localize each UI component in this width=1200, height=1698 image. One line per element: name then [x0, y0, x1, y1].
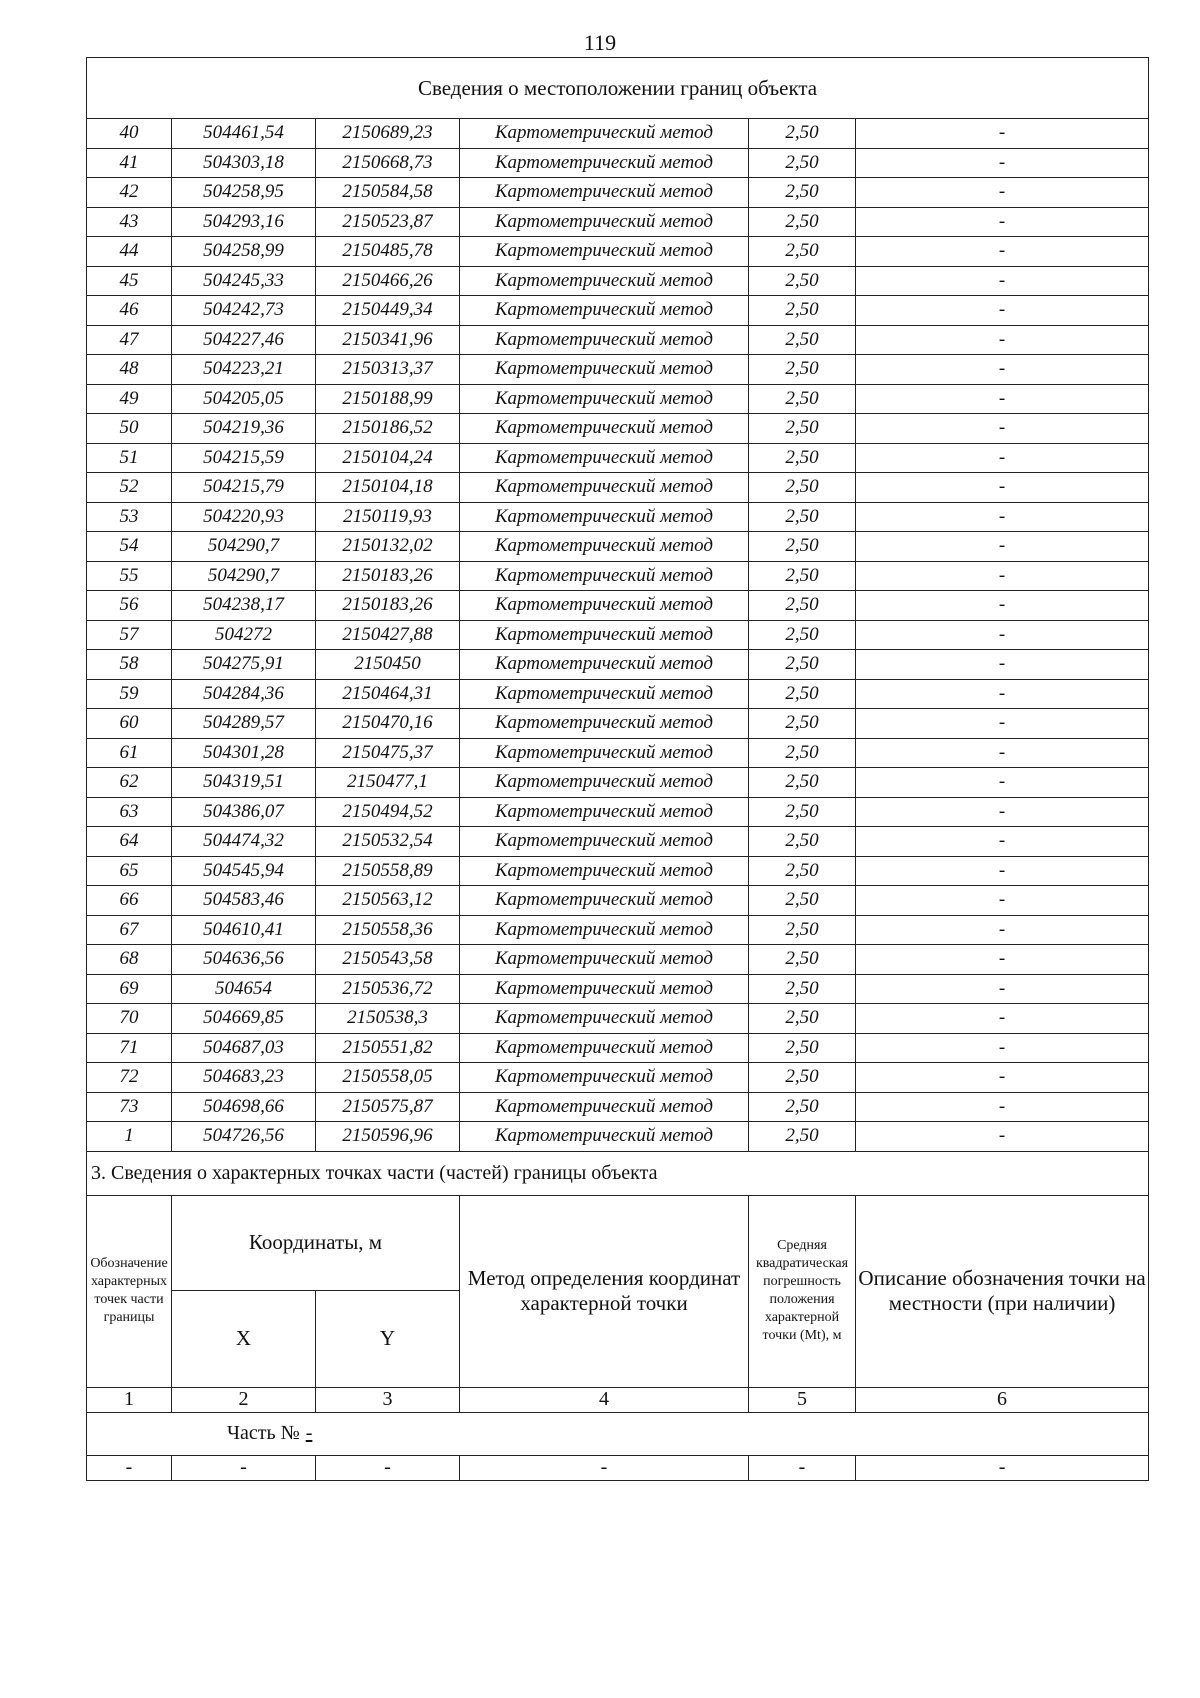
cell-method: Картометрический метод [460, 1033, 749, 1063]
cell-description: - [856, 266, 1149, 296]
cell-point-number: 54 [87, 532, 172, 562]
cell-coord-y: 2150543,58 [316, 945, 460, 975]
cell-description: - [856, 738, 1149, 768]
cell-error-mt: 2,50 [749, 561, 856, 591]
cell-point-number: 55 [87, 561, 172, 591]
cell-coord-x: 504272 [172, 620, 316, 650]
cell-error-mt: 2,50 [749, 266, 856, 296]
cell-error-mt: 2,50 [749, 620, 856, 650]
cell-method: Картометрический метод [460, 974, 749, 1004]
cell-coord-x: 504275,91 [172, 650, 316, 680]
cell-coord-x: 504610,41 [172, 915, 316, 945]
table-row [87, 119, 1149, 149]
cell-error-mt: 2,50 [749, 325, 856, 355]
cell-method: Картометрический метод [460, 1004, 749, 1034]
cell-method: Картометрический метод [460, 119, 749, 149]
table-row [87, 915, 1149, 945]
table-row [87, 207, 1149, 237]
cell-point-number: 43 [87, 207, 172, 237]
cell-coord-y: 2150558,36 [316, 915, 460, 945]
empty-cell: - [172, 1455, 316, 1480]
cell-point-number: 73 [87, 1092, 172, 1122]
cell-point-number: 1 [87, 1122, 172, 1152]
cell-point-number: 63 [87, 797, 172, 827]
cell-coord-y: 2150538,3 [316, 1004, 460, 1034]
section-title: 3. Сведения о характерных точках части (частей) границы объекта [87, 1151, 1149, 1195]
cell-description: - [856, 768, 1149, 798]
cell-coord-x: 504238,17 [172, 591, 316, 621]
cell-coord-y: 2150183,26 [316, 591, 460, 621]
cell-error-mt: 2,50 [749, 945, 856, 975]
cell-coord-y: 2150485,78 [316, 237, 460, 267]
table-row [87, 709, 1149, 739]
table-row [87, 148, 1149, 178]
cell-coord-y: 2150532,54 [316, 827, 460, 857]
cell-coord-y: 2150596,96 [316, 1122, 460, 1152]
cell-description: - [856, 886, 1149, 916]
page-number: 119 [583, 30, 617, 55]
table-row [87, 591, 1149, 621]
table-title-row [87, 58, 1149, 119]
cell-description: - [856, 473, 1149, 503]
cell-point-number: 48 [87, 355, 172, 385]
cell-coord-x: 504683,23 [172, 1063, 316, 1093]
cell-point-number: 71 [87, 1033, 172, 1063]
cell-error-mt: 2,50 [749, 738, 856, 768]
col-num: 2 [172, 1387, 316, 1412]
cell-coord-x: 504386,07 [172, 797, 316, 827]
cell-method: Картометрический метод [460, 915, 749, 945]
cell-description: - [856, 620, 1149, 650]
table-row [87, 443, 1149, 473]
cell-method: Картометрический метод [460, 650, 749, 680]
cell-coord-x: 504545,94 [172, 856, 316, 886]
header-point: Обозначение характерных точек части границы [87, 1195, 172, 1387]
cell-error-mt: 2,50 [749, 650, 856, 680]
cell-coord-x: 504215,59 [172, 443, 316, 473]
cell-coord-y: 2150186,52 [316, 414, 460, 444]
cell-coord-x: 504227,46 [172, 325, 316, 355]
part-label: Часть № [227, 1422, 300, 1444]
cell-description: - [856, 1033, 1149, 1063]
cell-method: Картометрический метод [460, 856, 749, 886]
cell-coord-x: 504258,99 [172, 237, 316, 267]
cell-method: Картометрический метод [460, 797, 749, 827]
empty-cell: - [749, 1455, 856, 1480]
cell-point-number: 46 [87, 296, 172, 326]
cell-coord-y: 2150450 [316, 650, 460, 680]
cell-method: Картометрический метод [460, 473, 749, 503]
cell-coord-y: 2150313,37 [316, 355, 460, 385]
cell-coord-y: 2150689,23 [316, 119, 460, 149]
cell-coord-y: 2150464,31 [316, 679, 460, 709]
table-row [87, 237, 1149, 267]
cell-description: - [856, 1063, 1149, 1093]
cell-coord-x: 504205,05 [172, 384, 316, 414]
cell-point-number: 40 [87, 119, 172, 149]
cell-method: Картометрический метод [460, 237, 749, 267]
table-row [87, 414, 1149, 444]
cell-coord-x: 504219,36 [172, 414, 316, 444]
cell-error-mt: 2,50 [749, 473, 856, 503]
cell-error-mt: 2,50 [749, 384, 856, 414]
cell-method: Картометрический метод [460, 768, 749, 798]
header-row-1 [87, 1195, 1149, 1290]
cell-error-mt: 2,50 [749, 1092, 856, 1122]
table-row [87, 178, 1149, 208]
cell-coord-x: 504258,95 [172, 178, 316, 208]
cell-description: - [856, 856, 1149, 886]
cell-method: Картометрический метод [460, 148, 749, 178]
cell-method: Картометрический метод [460, 561, 749, 591]
cell-coord-y: 2150551,82 [316, 1033, 460, 1063]
cell-error-mt: 2,50 [749, 856, 856, 886]
table-row [87, 561, 1149, 591]
cell-coord-x: 504636,56 [172, 945, 316, 975]
cell-coord-y: 2150536,72 [316, 974, 460, 1004]
cell-point-number: 59 [87, 679, 172, 709]
col-num: 3 [316, 1387, 460, 1412]
cell-point-number: 66 [87, 886, 172, 916]
cell-coord-y: 2150558,05 [316, 1063, 460, 1093]
cell-description: - [856, 414, 1149, 444]
cell-point-number: 64 [87, 827, 172, 857]
cell-coord-x: 504669,85 [172, 1004, 316, 1034]
table-row [87, 945, 1149, 975]
cell-coord-y: 2150584,58 [316, 178, 460, 208]
cell-coord-x: 504245,33 [172, 266, 316, 296]
cell-coord-x: 504215,79 [172, 473, 316, 503]
cell-point-number: 61 [87, 738, 172, 768]
table-row [87, 856, 1149, 886]
cell-description: - [856, 797, 1149, 827]
cell-coord-x: 504726,56 [172, 1122, 316, 1152]
cell-method: Картометрический метод [460, 827, 749, 857]
table-row [87, 827, 1149, 857]
cell-error-mt: 2,50 [749, 237, 856, 267]
cell-method: Картометрический метод [460, 532, 749, 562]
table-row [87, 502, 1149, 532]
cell-method: Картометрический метод [460, 1063, 749, 1093]
cell-coord-x: 504289,57 [172, 709, 316, 739]
cell-error-mt: 2,50 [749, 532, 856, 562]
cell-point-number: 65 [87, 856, 172, 886]
cell-error-mt: 2,50 [749, 414, 856, 444]
table-row [87, 886, 1149, 916]
cell-method: Картометрический метод [460, 443, 749, 473]
cell-point-number: 70 [87, 1004, 172, 1034]
cell-coord-x: 504242,73 [172, 296, 316, 326]
cell-point-number: 47 [87, 325, 172, 355]
header-method: Метод определения координат характерной точки [460, 1195, 749, 1387]
table-row [87, 355, 1149, 385]
cell-coord-y: 2150563,12 [316, 886, 460, 916]
cell-coord-y: 2150132,02 [316, 532, 460, 562]
cell-description: - [856, 443, 1149, 473]
cell-method: Картометрический метод [460, 414, 749, 444]
cell-description: - [856, 355, 1149, 385]
cell-error-mt: 2,50 [749, 178, 856, 208]
cell-point-number: 56 [87, 591, 172, 621]
table-row [87, 650, 1149, 680]
table-row [87, 768, 1149, 798]
table-row [87, 532, 1149, 562]
cell-description: - [856, 709, 1149, 739]
cell-error-mt: 2,50 [749, 207, 856, 237]
cell-point-number: 69 [87, 974, 172, 1004]
empty-row [87, 1455, 1149, 1480]
cell-coord-y: 2150475,37 [316, 738, 460, 768]
cell-method: Картометрический метод [460, 355, 749, 385]
empty-cell: - [856, 1455, 1149, 1480]
cell-point-number: 68 [87, 945, 172, 975]
cell-coord-x: 504698,66 [172, 1092, 316, 1122]
cell-coord-y: 2150466,26 [316, 266, 460, 296]
cell-error-mt: 2,50 [749, 148, 856, 178]
cell-point-number: 62 [87, 768, 172, 798]
cell-description: - [856, 325, 1149, 355]
cell-point-number: 44 [87, 237, 172, 267]
cell-method: Картометрический метод [460, 709, 749, 739]
cell-coord-y: 2150188,99 [316, 384, 460, 414]
cell-error-mt: 2,50 [749, 502, 856, 532]
cell-point-number: 52 [87, 473, 172, 503]
col-num: 6 [856, 1387, 1149, 1412]
cell-description: - [856, 207, 1149, 237]
table-row [87, 1122, 1149, 1152]
cell-description: - [856, 532, 1149, 562]
header-x: X [172, 1290, 316, 1387]
cell-error-mt: 2,50 [749, 591, 856, 621]
cell-method: Картометрический метод [460, 945, 749, 975]
table-row [87, 266, 1149, 296]
cell-method: Картометрический метод [460, 886, 749, 916]
section-title-row [87, 1151, 1149, 1195]
table-row [87, 384, 1149, 414]
table-row [87, 1092, 1149, 1122]
cell-coord-x: 504293,16 [172, 207, 316, 237]
cell-point-number: 51 [87, 443, 172, 473]
cell-point-number: 49 [87, 384, 172, 414]
cell-coord-x: 504220,93 [172, 502, 316, 532]
cell-coord-x: 504583,46 [172, 886, 316, 916]
cell-coord-y: 2150341,96 [316, 325, 460, 355]
cell-description: - [856, 296, 1149, 326]
cell-coord-x: 504290,7 [172, 561, 316, 591]
cell-coord-y: 2150558,89 [316, 856, 460, 886]
header-error: Средняя квадратическая погрешность положения характерной точки (Mt), м [749, 1195, 856, 1387]
cell-point-number: 67 [87, 915, 172, 945]
cell-error-mt: 2,50 [749, 355, 856, 385]
cell-coord-x: 504654 [172, 974, 316, 1004]
cell-coord-y: 2150104,18 [316, 473, 460, 503]
cell-error-mt: 2,50 [749, 797, 856, 827]
cell-description: - [856, 561, 1149, 591]
cell-description: - [856, 915, 1149, 945]
empty-cell: - [460, 1455, 749, 1480]
cell-coord-x: 504301,28 [172, 738, 316, 768]
cell-method: Картометрический метод [460, 1122, 749, 1152]
col-num: 5 [749, 1387, 856, 1412]
cell-description: - [856, 178, 1149, 208]
cell-method: Картометрический метод [460, 207, 749, 237]
cell-method: Картометрический метод [460, 1092, 749, 1122]
cell-description: - [856, 945, 1149, 975]
cell-coord-x: 504319,51 [172, 768, 316, 798]
cell-method: Картометрический метод [460, 679, 749, 709]
cell-coord-x: 504223,21 [172, 355, 316, 385]
cell-error-mt: 2,50 [749, 709, 856, 739]
table-title: Сведения о местоположении границ объекта [87, 58, 1149, 119]
header-y: Y [316, 1290, 460, 1387]
part-value: - [305, 1422, 313, 1444]
cell-point-number: 45 [87, 266, 172, 296]
cell-error-mt: 2,50 [749, 679, 856, 709]
table-row [87, 1004, 1149, 1034]
cell-error-mt: 2,50 [749, 1033, 856, 1063]
cell-coord-y: 2150668,73 [316, 148, 460, 178]
cell-coord-y: 2150427,88 [316, 620, 460, 650]
cell-error-mt: 2,50 [749, 1063, 856, 1093]
cell-error-mt: 2,50 [749, 886, 856, 916]
column-numbers-row [87, 1387, 1149, 1412]
cell-description: - [856, 1004, 1149, 1034]
header-desc: Описание обозначения точки на местности (при наличии) [856, 1195, 1149, 1387]
cell-method: Картометрический метод [460, 591, 749, 621]
cell-description: - [856, 148, 1149, 178]
cell-description: - [856, 650, 1149, 680]
cell-coord-y: 2150119,93 [316, 502, 460, 532]
col-num: 1 [87, 1387, 172, 1412]
cell-description: - [856, 974, 1149, 1004]
table-row [87, 1033, 1149, 1063]
table-row [87, 797, 1149, 827]
table-row [87, 974, 1149, 1004]
empty-cell: - [316, 1455, 460, 1480]
table-row [87, 473, 1149, 503]
cell-coord-x: 504303,18 [172, 148, 316, 178]
cell-error-mt: 2,50 [749, 1122, 856, 1152]
cell-error-mt: 2,50 [749, 443, 856, 473]
cell-coord-y: 2150494,52 [316, 797, 460, 827]
table-row [87, 679, 1149, 709]
cell-coord-x: 504461,54 [172, 119, 316, 149]
cell-coord-y: 2150470,16 [316, 709, 460, 739]
cell-coord-y: 2150449,34 [316, 296, 460, 326]
cell-description: - [856, 384, 1149, 414]
cell-method: Картометрический метод [460, 620, 749, 650]
cell-error-mt: 2,50 [749, 827, 856, 857]
cell-point-number: 53 [87, 502, 172, 532]
cell-method: Картометрический метод [460, 296, 749, 326]
cell-error-mt: 2,50 [749, 119, 856, 149]
table-row [87, 620, 1149, 650]
cell-description: - [856, 1122, 1149, 1152]
cell-description: - [856, 827, 1149, 857]
cell-error-mt: 2,50 [749, 915, 856, 945]
col-num: 4 [460, 1387, 749, 1412]
cell-description: - [856, 679, 1149, 709]
cell-error-mt: 2,50 [749, 296, 856, 326]
empty-cell: - [87, 1455, 172, 1480]
table-row [87, 296, 1149, 326]
cell-description: - [856, 119, 1149, 149]
cell-description: - [856, 237, 1149, 267]
cell-method: Картометрический метод [460, 325, 749, 355]
cell-error-mt: 2,50 [749, 1004, 856, 1034]
cell-coord-x: 504474,32 [172, 827, 316, 857]
cell-coord-y: 2150477,1 [316, 768, 460, 798]
table-row [87, 1063, 1149, 1093]
cell-coord-y: 2150104,24 [316, 443, 460, 473]
cell-method: Картометрический метод [460, 266, 749, 296]
cell-method: Картометрический метод [460, 384, 749, 414]
cell-error-mt: 2,50 [749, 974, 856, 1004]
cell-point-number: 72 [87, 1063, 172, 1093]
cell-coord-y: 2150183,26 [316, 561, 460, 591]
cell-point-number: 50 [87, 414, 172, 444]
table-row [87, 325, 1149, 355]
cell-description: - [856, 591, 1149, 621]
cell-method: Картометрический метод [460, 178, 749, 208]
part-row [87, 1412, 1149, 1455]
header-coords: Координаты, м [172, 1195, 460, 1290]
cell-point-number: 42 [87, 178, 172, 208]
table-row [87, 738, 1149, 768]
cell-point-number: 57 [87, 620, 172, 650]
cell-method: Картометрический метод [460, 738, 749, 768]
cell-coord-y: 2150575,87 [316, 1092, 460, 1122]
cell-coord-y: 2150523,87 [316, 207, 460, 237]
cell-error-mt: 2,50 [749, 768, 856, 798]
cell-point-number: 58 [87, 650, 172, 680]
part-cell [87, 1412, 1149, 1455]
cell-method: Картометрический метод [460, 502, 749, 532]
cell-point-number: 60 [87, 709, 172, 739]
cell-description: - [856, 502, 1149, 532]
cell-coord-x: 504290,7 [172, 532, 316, 562]
cell-coord-x: 504687,03 [172, 1033, 316, 1063]
cell-point-number: 41 [87, 148, 172, 178]
cell-description: - [856, 1092, 1149, 1122]
boundary-table [86, 57, 1149, 1481]
cell-coord-x: 504284,36 [172, 679, 316, 709]
